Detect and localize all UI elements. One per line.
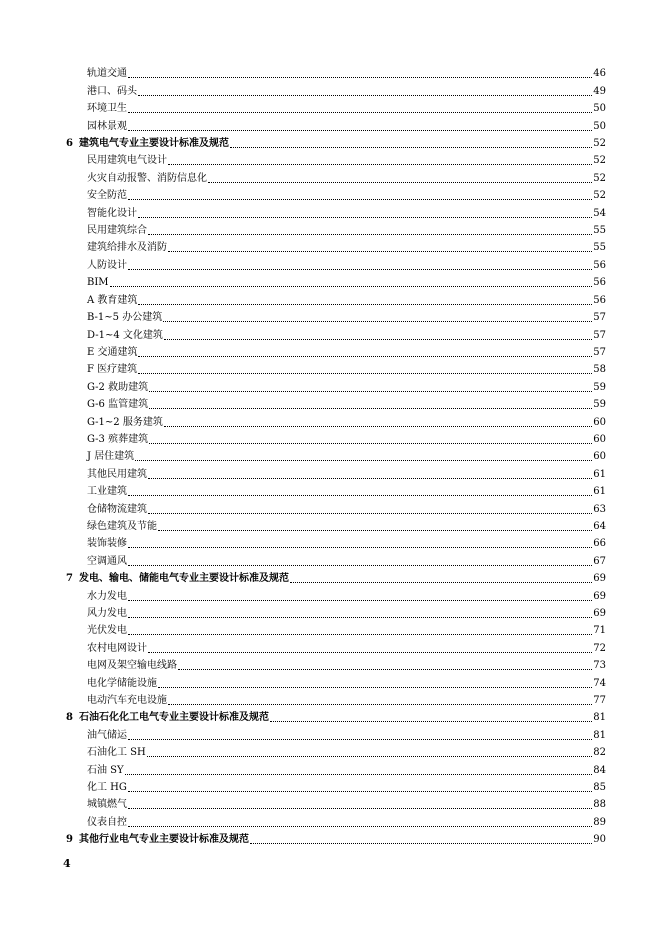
toc-section-entry[interactable]	[0, 411, 662, 428]
toc-section-entry[interactable]	[0, 220, 662, 237]
toc-entry-title: 电化学储能设施	[87, 677, 157, 689]
toc-entry-page: 71	[593, 625, 606, 637]
toc-section-entry[interactable]	[0, 342, 662, 359]
toc-entry-page: 52	[593, 172, 606, 184]
toc-chapter-number: 9	[66, 834, 73, 846]
toc-entry-page: 73	[593, 660, 606, 672]
toc-entry-title: 环境卫生	[87, 103, 127, 115]
toc-entry-title: G-1~2 服务建筑	[87, 416, 163, 428]
toc-entry-page: 56	[593, 259, 606, 271]
toc-entry-title: 化工 HG	[87, 782, 127, 794]
toc-section-entry[interactable]	[0, 777, 662, 794]
toc-chapter-number: 6	[66, 138, 73, 150]
toc-entry-title: 空调通风	[87, 555, 127, 567]
toc-entry-page: 66	[593, 538, 606, 550]
toc-entry-page: 50	[593, 103, 606, 115]
toc-dot-leader	[138, 304, 592, 305]
toc-dot-leader	[135, 460, 592, 461]
toc-dot-leader	[270, 721, 592, 722]
toc-dot-leader	[149, 391, 592, 392]
toc-entry-page: 55	[593, 242, 606, 254]
toc-entry-title: 智能化设计	[87, 207, 137, 219]
toc-section-entry[interactable]	[0, 63, 662, 80]
toc-dot-leader	[163, 321, 592, 322]
toc-dot-leader	[128, 791, 592, 792]
toc-section-entry[interactable]	[0, 463, 662, 480]
toc-dot-leader	[158, 530, 592, 531]
toc-section-entry[interactable]	[0, 533, 662, 550]
toc-entry-title: 石油石化化工电气专业主要设计标准及规范	[79, 712, 269, 724]
toc-dot-leader	[110, 286, 593, 287]
toc-dot-leader	[148, 652, 592, 653]
toc-entry-page: 58	[593, 364, 606, 376]
toc-chapter-entry[interactable]	[0, 829, 662, 846]
toc-section-entry[interactable]	[0, 498, 662, 515]
toc-section-entry[interactable]	[0, 324, 662, 341]
toc-entry-page: 52	[593, 138, 606, 150]
toc-entry-page: 61	[593, 486, 606, 498]
toc-entry-page: 74	[593, 677, 606, 689]
toc-section-entry[interactable]	[0, 289, 662, 306]
toc-dot-leader	[178, 669, 592, 670]
toc-entry-page: 77	[593, 695, 606, 707]
toc-dot-leader	[158, 687, 592, 688]
toc-chapter-number: 8	[66, 712, 73, 724]
toc-entry-page: 72	[593, 642, 606, 654]
toc-section-entry[interactable]	[0, 167, 662, 184]
toc-section-entry[interactable]	[0, 185, 662, 202]
toc-entry-title: 电动汽车充电设施	[87, 695, 167, 707]
toc-entry-title: G-6 监管建筑	[87, 399, 149, 411]
toc-dot-leader	[128, 826, 592, 827]
toc-dot-leader	[138, 95, 592, 96]
toc-entry-page: 82	[593, 747, 606, 759]
toc-dot-leader	[148, 234, 592, 235]
toc-dot-leader	[168, 704, 592, 705]
toc-entry-title: A 教育建筑	[87, 294, 138, 306]
toc-entry-title: 园林景观	[87, 120, 127, 132]
toc-entry-title: 火灾自动报警、消防信息化	[87, 172, 207, 184]
toc-section-entry[interactable]	[0, 655, 662, 672]
toc-entry-page: 67	[593, 555, 606, 567]
toc-section-entry[interactable]	[0, 637, 662, 654]
toc-section-entry[interactable]	[0, 359, 662, 376]
toc-entry-title: 建筑给排水及消防	[87, 242, 167, 254]
toc-entry-title: 民用建筑电气设计	[87, 155, 167, 167]
toc-dot-leader	[128, 808, 592, 809]
toc-entry-title: 人防设计	[87, 259, 127, 271]
toc-section-entry[interactable]	[0, 394, 662, 411]
toc-section-entry[interactable]	[0, 446, 662, 463]
toc-section-entry[interactable]	[0, 254, 662, 271]
toc-entry-title: F 医疗建筑	[87, 364, 138, 376]
toc-dot-leader	[128, 77, 592, 78]
toc-dot-leader	[168, 164, 592, 165]
toc-entry-title: 电网及架空输电线路	[87, 660, 177, 672]
toc-section-entry[interactable]	[0, 429, 662, 446]
toc-dot-leader	[208, 182, 592, 183]
toc-entry-title: E 交通建筑	[87, 346, 138, 358]
toc-dot-leader	[128, 565, 592, 566]
toc-entry-page: 89	[593, 816, 606, 828]
toc-section-entry[interactable]	[0, 115, 662, 132]
toc-section-entry[interactable]	[0, 585, 662, 602]
toc-section-entry[interactable]	[0, 481, 662, 498]
toc-entry-title: 风力发电	[87, 608, 127, 619]
toc-dot-leader	[128, 112, 592, 113]
toc-entry-page: 52	[593, 155, 606, 167]
toc-dot-leader	[149, 443, 592, 444]
toc-entry-page: 59	[593, 399, 606, 411]
toc-chapter-number: 7	[66, 573, 73, 585]
toc-entry-page: 54	[593, 207, 606, 219]
toc-entry-page: 63	[593, 503, 606, 515]
toc-entry-page: 57	[593, 329, 606, 341]
toc-dot-leader	[149, 408, 592, 409]
toc-section-entry[interactable]	[0, 724, 662, 741]
toc-entry-title: 仓储物流建筑	[87, 503, 147, 515]
toc-section-entry[interactable]	[0, 620, 662, 637]
toc-dot-leader	[230, 147, 592, 148]
toc-entry-page: 88	[593, 799, 606, 811]
toc-entry-page: 55	[593, 225, 606, 237]
toc-section-entry[interactable]	[0, 237, 662, 254]
toc-dot-leader	[138, 356, 592, 357]
toc-dot-leader	[128, 547, 592, 548]
toc-dot-leader	[164, 426, 592, 427]
toc-dot-leader	[128, 617, 592, 618]
toc-section-entry[interactable]	[0, 80, 662, 97]
toc-entry-title: 仪表自控	[87, 816, 127, 828]
toc-dot-leader	[128, 739, 592, 740]
toc-section-entry[interactable]	[0, 672, 662, 689]
toc-entry-title: 其他民用建筑	[87, 468, 147, 480]
toc-entry-page: 56	[593, 277, 606, 289]
toc-dot-leader	[148, 513, 592, 514]
toc-entry-title: J 居住建筑	[87, 451, 135, 463]
toc-dot-leader	[147, 756, 593, 757]
toc-dot-leader	[290, 582, 592, 583]
toc-entry-title: 建筑电气专业主要设计标准及规范	[79, 138, 229, 150]
toc-entry-title: 安全防范	[87, 190, 127, 202]
toc-chapter-entry[interactable]	[0, 707, 662, 724]
toc-entry-title: 其他行业电气专业主要设计标准及规范	[79, 834, 249, 846]
toc-entry-title: 民用建筑综合	[87, 225, 147, 237]
toc-entry-title: D-1~4 文化建筑	[87, 329, 163, 341]
toc-entry-title: 装饰装修	[87, 538, 127, 550]
toc-dot-leader	[128, 495, 592, 496]
toc-entry-title: G-3 殡葬建筑	[87, 433, 149, 445]
toc-entry-page: 56	[593, 294, 606, 306]
toc-section-entry[interactable]	[0, 690, 662, 707]
toc-dot-leader	[128, 130, 592, 131]
toc-entry-page: 59	[593, 381, 606, 393]
toc-section-entry[interactable]	[0, 98, 662, 115]
toc-entry-title: 石油化工 SH	[87, 747, 146, 759]
toc-section-entry[interactable]	[0, 272, 662, 289]
toc-entry-page: 85	[593, 782, 606, 794]
toc-entry-page: 50	[593, 120, 606, 132]
toc-entry-title: 工业建筑	[87, 486, 127, 498]
toc-entry-title: B-1~5 办公建筑	[87, 312, 163, 324]
toc-entry-title: 轨道交通	[87, 68, 127, 80]
toc-entry-title: 水力发电	[87, 590, 127, 602]
toc-entry-title: G-2 救助建筑	[87, 381, 149, 393]
toc-entry-page: 46	[593, 68, 606, 80]
toc-entry-page: 81	[593, 712, 606, 724]
page-number: 4	[63, 857, 71, 870]
toc-dot-leader	[168, 251, 592, 252]
toc-chapter-entry[interactable]	[0, 133, 662, 150]
toc-section-entry[interactable]	[0, 376, 662, 393]
toc-section-entry[interactable]	[0, 794, 662, 811]
toc-section-entry[interactable]	[0, 516, 662, 533]
toc-section-entry[interactable]	[0, 307, 662, 324]
toc-section-entry[interactable]	[0, 202, 662, 219]
toc-section-entry[interactable]	[0, 759, 662, 776]
toc-dot-leader	[148, 478, 592, 479]
toc-entry-page: 57	[593, 346, 606, 358]
toc-entry-page: 60	[593, 433, 606, 445]
toc-dot-leader	[250, 843, 592, 844]
toc-dot-leader	[128, 199, 592, 200]
toc-entry-page: 84	[593, 764, 606, 776]
toc-section-entry[interactable]	[0, 742, 662, 759]
toc-dot-leader	[128, 634, 592, 635]
toc-dot-leader	[138, 373, 592, 374]
toc-entry-page: 69	[593, 590, 606, 602]
table-of-contents	[0, 63, 662, 846]
toc-entry-page: 61	[593, 468, 606, 480]
toc-entry-title: 农村电网设计	[87, 642, 147, 654]
toc-entry-page: 81	[593, 729, 606, 741]
toc-entry-page: 52	[593, 190, 606, 202]
toc-dot-leader	[164, 339, 592, 340]
toc-entry-page: 57	[593, 312, 606, 324]
toc-section-entry[interactable]	[0, 150, 662, 167]
toc-entry-page: 60	[593, 416, 606, 428]
toc-entry-page: 64	[593, 520, 606, 532]
toc-entry-page: 69	[593, 608, 606, 619]
toc-dot-leader	[125, 774, 593, 775]
toc-entry-page: 69	[593, 573, 606, 585]
toc-entry-title: 绿色建筑及节能	[87, 520, 157, 532]
toc-section-entry[interactable]	[0, 603, 662, 620]
toc-entry-title: 光伏发电	[87, 625, 127, 637]
toc-entry-title: 石油 SY	[87, 764, 124, 776]
toc-entry-title: BIM	[87, 277, 109, 289]
toc-chapter-entry[interactable]	[0, 568, 662, 585]
toc-dot-leader	[138, 217, 592, 218]
toc-entry-title: 城镇燃气	[87, 799, 127, 811]
toc-entry-title: 发电、输电、储能电气专业主要设计标准及规范	[79, 573, 289, 585]
toc-dot-leader	[128, 269, 592, 270]
toc-entry-page: 60	[593, 451, 606, 463]
toc-dot-leader	[128, 600, 592, 601]
toc-section-entry[interactable]	[0, 550, 662, 567]
toc-entry-page: 49	[593, 85, 606, 97]
toc-entry-title: 港口、码头	[87, 85, 137, 97]
toc-section-entry[interactable]	[0, 811, 662, 828]
toc-entry-title: 油气储运	[87, 729, 127, 741]
toc-entry-page: 90	[593, 834, 606, 846]
